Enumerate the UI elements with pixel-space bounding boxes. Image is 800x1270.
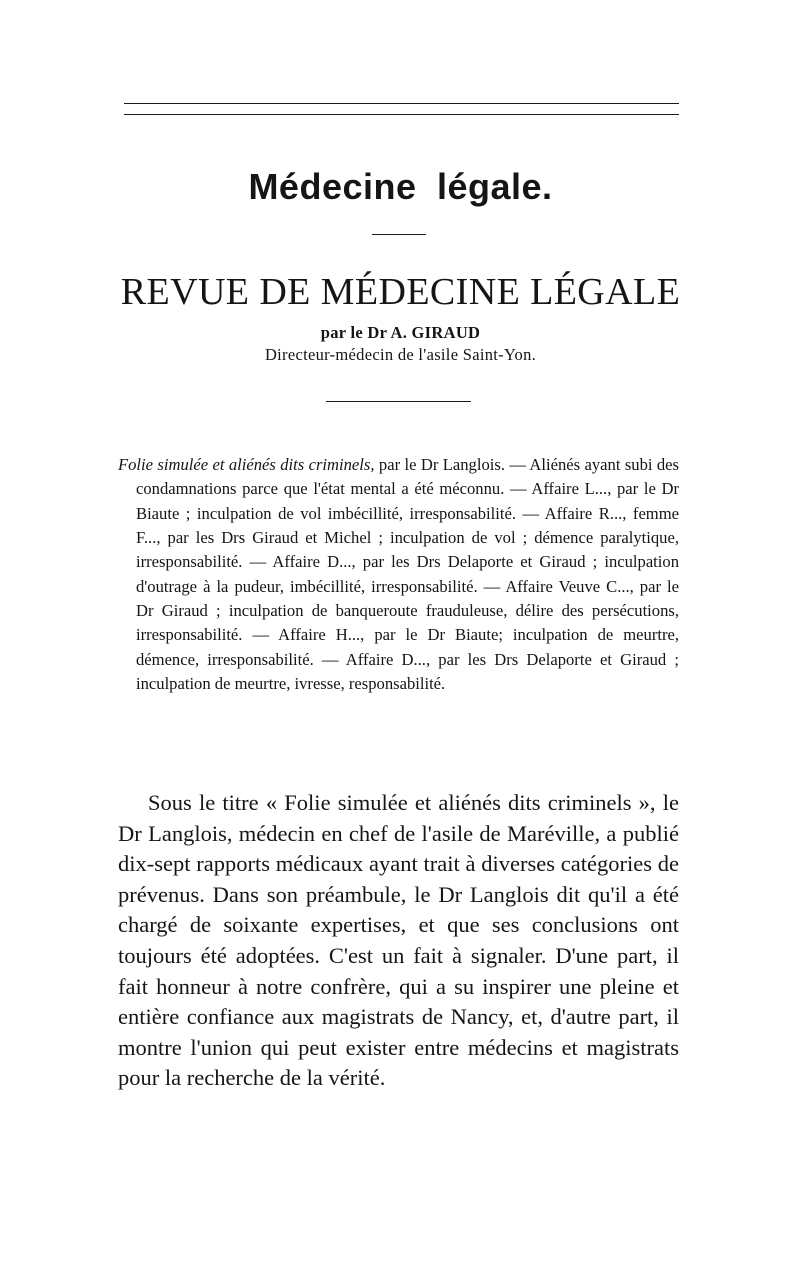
header-divider-rule [326, 401, 471, 402]
article-summary [118, 453, 679, 696]
section-divider-rule [372, 234, 426, 235]
article-title: REVUE DE MÉDECINE LÉGALE [120, 271, 681, 313]
page [118, 0, 683, 1270]
author-byline: par le Dr A. GIRAUD [320, 323, 481, 342]
summary-text: par le Dr Langlois. — Aliénés ayant subi des condamnations parce que l'état mental a été méconnu. — Affaire L..., par le Dr Biaute ; inculpation de vol imbécillité, irresponsabilité. — Affaire R..., femme F..., par les Drs Giraud et Michel ; inculpation de vol ; démence paralytique, irresponsabilité. — Affaire D..., par les Drs Delaporte et Giraud ; inculpation d'outrage à la pudeur, imbécillité, irresponsabilité. — Affaire Veuve C..., par le Dr Giraud ; inculpation de banqueroute frauduleuse, délire des persécutions, irresponsabilité. — Affaire H..., par le Dr Biaute; inculpation de meurtre, démence, irresponsabilité. — Affaire D..., par les Drs Delaporte et Giraud ; inculpation de meurtre, ivresse, responsabilité. [136, 455, 679, 694]
section-title: Médecine légale. [248, 166, 553, 207]
summary-lead-title: Folie simulée et aliénés dits criminels, [118, 455, 375, 474]
author-affiliation: Directeur-médecin de l'asile Saint-Yon. [264, 345, 537, 364]
top-double-rule-lower [124, 114, 679, 115]
top-double-rule-upper [124, 103, 679, 104]
body-paragraph: Sous le titre « Folie simulée et aliénés dits criminels », le Dr Langlois, médecin en chef de l'asile de Maréville, a publié dix-sept rapports médicaux ayant trait à diverses catégories de prévenus. Dans son préambule, le Dr Langlois dit qu'il a été chargé de soixante expertises, et que ses conclusions ont toujours été adoptées. C'est un fait à signaler. D'une part, il fait honneur à notre confrère, qui a su inspirer une pleine et entière confiance aux magistrats de Nancy, et, d'autre part, il montre l'union qui peut exister entre médecins et magistrats pour la recherche de la vérité. [118, 790, 679, 1091]
